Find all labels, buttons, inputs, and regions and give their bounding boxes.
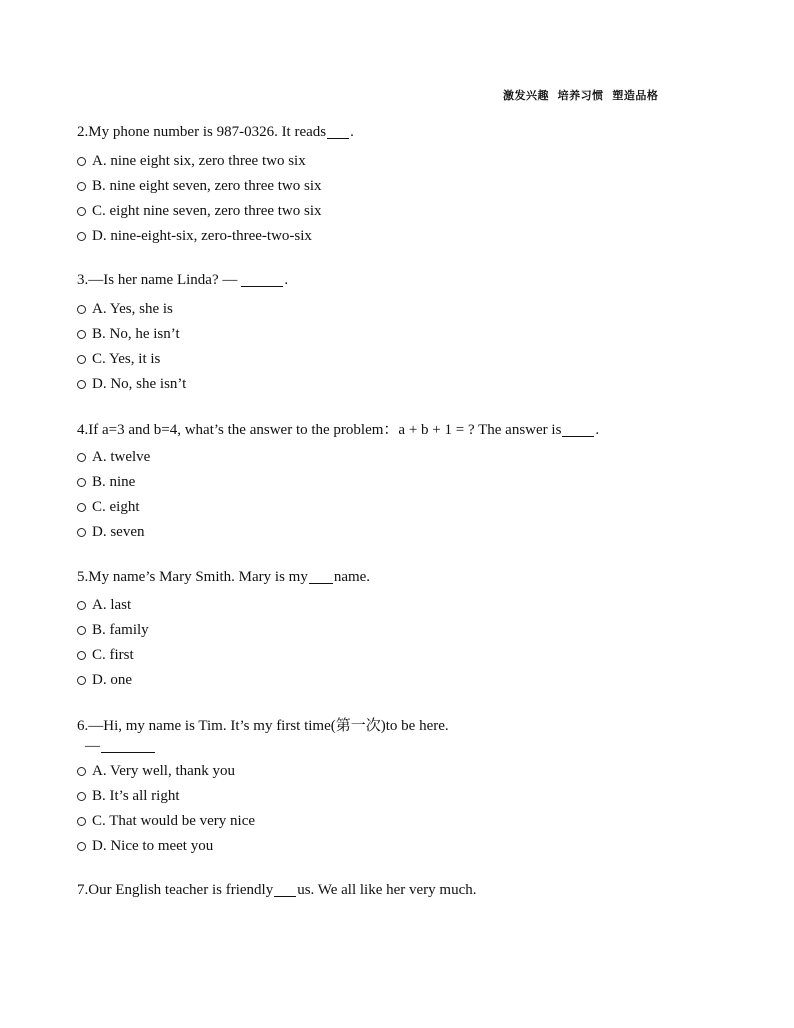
question-3-option-a[interactable] [77, 300, 173, 318]
question-3-option-c[interactable] [77, 350, 160, 368]
radio-icon[interactable] [77, 355, 86, 364]
question-2-stem: 2.My phone number is 987-0326. It reads [77, 124, 327, 140]
question-5-option-c[interactable] [77, 646, 134, 664]
option-label: D. No, she isn’t [92, 376, 187, 392]
answer-blank [101, 738, 155, 753]
radio-icon[interactable] [77, 626, 86, 635]
option-label: C. eight nine seven, zero three two six [92, 203, 322, 219]
radio-icon[interactable] [77, 380, 86, 389]
radio-icon[interactable] [77, 503, 86, 512]
option-label: A. Yes, she is [92, 301, 173, 317]
question-4 [77, 421, 599, 439]
radio-icon[interactable] [77, 232, 86, 241]
radio-icon[interactable] [77, 330, 86, 339]
radio-icon[interactable] [77, 842, 86, 851]
question-4-option-a[interactable] [77, 448, 150, 466]
option-label: A. Very well, thank you [92, 763, 236, 779]
question-5-stem: 5.My name’s Mary Smith. Mary is my [77, 569, 308, 585]
option-label: C. eight [92, 499, 140, 515]
answer-blank [241, 272, 283, 287]
radio-icon[interactable] [77, 478, 86, 487]
question-6-reply-line [77, 737, 449, 755]
header-slogan: 激发兴趣 培养习惯 塑造品格 [503, 89, 659, 102]
question-5-option-d[interactable] [77, 671, 132, 689]
option-label: C. That would be very nice [92, 813, 256, 829]
option-label: B. family [92, 622, 149, 638]
question-6 [77, 717, 449, 755]
option-label: A. nine eight six, zero three two six [92, 153, 306, 169]
answer-blank [562, 422, 594, 437]
question-5 [77, 568, 370, 586]
question-5-stem-end: name. [333, 569, 371, 585]
radio-icon[interactable] [77, 792, 86, 801]
question-7-stem-end: us. We all like her very much. [297, 882, 477, 898]
option-label: B. nine eight seven, zero three two six [92, 178, 322, 194]
question-4-option-b[interactable] [77, 473, 135, 491]
radio-icon[interactable] [77, 182, 86, 191]
question-5-option-b[interactable] [77, 621, 149, 639]
radio-icon[interactable] [77, 651, 86, 660]
option-label: B. No, he isn’t [92, 326, 180, 342]
radio-icon[interactable] [77, 676, 86, 685]
question-6-option-c[interactable] [77, 812, 255, 830]
option-label: B. It’s all right [92, 788, 180, 804]
radio-icon[interactable] [77, 157, 86, 166]
option-label: C. first [92, 647, 134, 663]
option-label: B. nine [92, 474, 136, 490]
question-5-option-a[interactable] [77, 596, 131, 614]
radio-icon[interactable] [77, 601, 86, 610]
question-3-stem-end: . [284, 272, 289, 288]
question-3-stem: 3.—Is her name Linda? — [77, 272, 238, 288]
question-2-option-c[interactable] [77, 202, 322, 220]
radio-icon[interactable] [77, 453, 86, 462]
question-4-option-d[interactable] [77, 523, 145, 541]
radio-icon[interactable] [77, 305, 86, 314]
answer-blank [274, 882, 296, 897]
answer-blank [327, 124, 349, 139]
question-4-stem: 4.If a=3 and b=4, what’s the answer to the problem：a + b + 1 = ? The answer is [77, 422, 562, 438]
question-3-option-b[interactable] [77, 325, 180, 343]
option-label: A. last [92, 597, 132, 613]
question-2 [77, 123, 354, 141]
question-7-stem: 7.Our English teacher is friendly [77, 882, 274, 898]
option-label: D. one [92, 672, 132, 688]
question-7 [77, 881, 477, 899]
question-2-option-d[interactable] [77, 227, 312, 245]
question-2-stem-end: . [350, 124, 354, 140]
option-label: C. Yes, it is [92, 351, 161, 367]
radio-icon[interactable] [77, 767, 86, 776]
question-4-stem-end: . [595, 422, 600, 438]
option-label: D. seven [92, 524, 145, 540]
question-4-option-c[interactable] [77, 498, 140, 516]
question-2-option-b[interactable] [77, 177, 322, 195]
radio-icon[interactable] [77, 817, 86, 826]
question-3 [77, 271, 288, 289]
question-6-option-d[interactable] [77, 837, 213, 855]
question-6-option-a[interactable] [77, 762, 235, 780]
answer-blank [309, 569, 333, 584]
option-label: D. nine-eight-six, zero-three-two-six [92, 228, 312, 244]
question-6-stem: 6.—Hi, my name is Tim. It’s my first time(第一次)to be here. [77, 718, 449, 734]
question-6-option-b[interactable] [77, 787, 180, 805]
dash-text: — [85, 738, 100, 754]
radio-icon[interactable] [77, 528, 86, 537]
option-label: A. twelve [92, 449, 151, 465]
option-label: D. Nice to meet you [92, 838, 214, 854]
question-2-option-a[interactable] [77, 152, 306, 170]
radio-icon[interactable] [77, 207, 86, 216]
question-3-option-d[interactable] [77, 375, 186, 393]
